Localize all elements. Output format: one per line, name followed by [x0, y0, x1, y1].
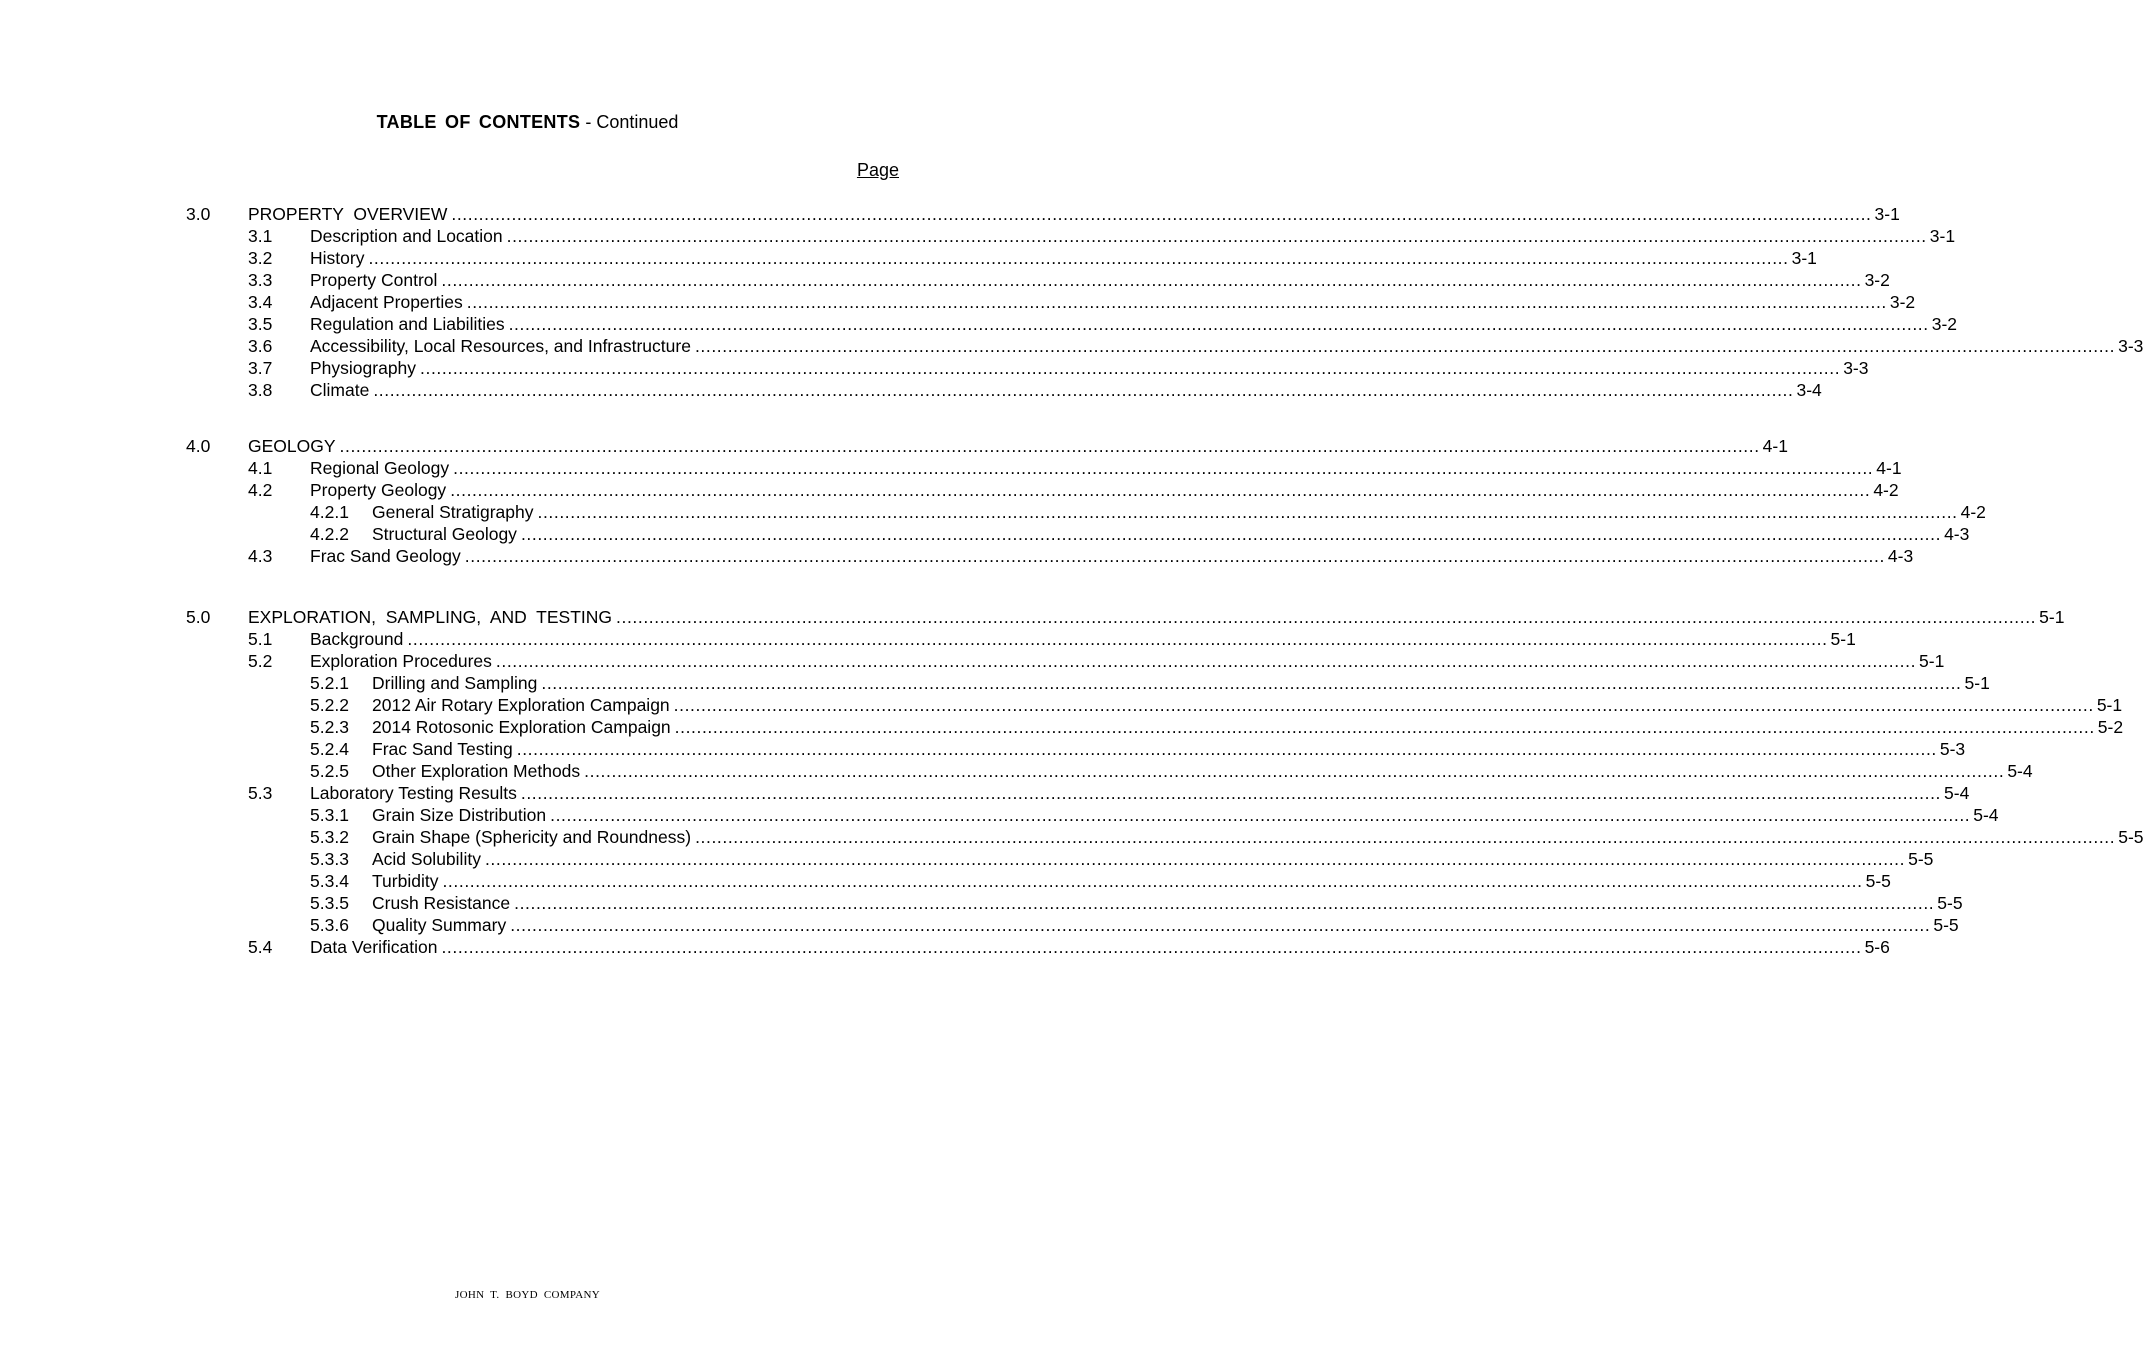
- toc-entry-title: PROPERTY OVERVIEW: [248, 204, 448, 224]
- toc-entry-page: 4-3: [1887, 546, 1914, 566]
- toc-entry-page: 4-1: [1876, 458, 1902, 478]
- toc-entry-number: 3.8: [248, 380, 273, 400]
- dot-leader: ....................................................................................................................................................................................................................................................................: [451, 204, 1872, 224]
- toc-entry-number: 3.5: [248, 314, 273, 334]
- toc-entry-number: 3.3: [248, 270, 273, 290]
- toc-entry: [0, 738, 1966, 760]
- dot-leader: ....................................................................................................................................................................................................................................................................: [616, 607, 2037, 627]
- dot-leader: ....................................................................................................................................................................................................................................................................: [584, 761, 2005, 781]
- toc-entry-title: Property Control: [310, 270, 438, 290]
- toc-entry: [0, 936, 1890, 958]
- toc-entry: [0, 335, 2144, 357]
- footer-company: JOHN T. BOYD COMPANY: [455, 1289, 600, 1301]
- dot-leader: ....................................................................................................................................................................................................................................................................: [541, 673, 1962, 693]
- toc-entry: [0, 826, 2144, 848]
- toc-entry-page: 3-2: [1889, 292, 1916, 312]
- toc-entry-title: Exploration Procedures: [310, 651, 492, 671]
- toc-entry-page: 5-5: [1865, 871, 1891, 891]
- toc-entry-number: 3.2: [248, 248, 273, 268]
- toc-entry-page: 5-1: [1830, 629, 1856, 649]
- toc-entry-page: 5-1: [2039, 607, 2065, 627]
- dot-leader: ....................................................................................................................................................................................................................................................................: [442, 871, 1863, 891]
- toc-entry-number: 5.3.6: [310, 915, 349, 935]
- toc-entry: [0, 501, 1986, 523]
- toc-entry: [0, 435, 1788, 457]
- toc-entry-page: 5-4: [1973, 805, 1999, 825]
- toc-entry-page: 5-2: [2097, 717, 2124, 737]
- toc-entry-title: GEOLOGY: [248, 436, 336, 456]
- toc-entry-number: 5.3.4: [310, 871, 349, 891]
- toc-entry-number: 4.2.2: [310, 524, 349, 544]
- dot-leader: ....................................................................................................................................................................................................................................................................: [407, 629, 1828, 649]
- toc-entry-page: 3-1: [1929, 226, 1956, 246]
- toc-entry-title: 2012 Air Rotary Exploration Campaign: [372, 695, 670, 715]
- toc-entry-title: Physiography: [310, 358, 417, 378]
- toc-entry-title: 2014 Rotosonic Exploration Campaign: [372, 717, 671, 737]
- toc-entry-number: 5.3.2: [310, 827, 349, 847]
- toc-entry-number: 4.2: [248, 480, 273, 500]
- dot-leader: ....................................................................................................................................................................................................................................................................: [495, 651, 1917, 671]
- dot-leader: ....................................................................................................................................................................................................................................................................: [466, 292, 1887, 312]
- toc-entry-number: 5.2.1: [310, 673, 349, 693]
- toc-entry: [0, 804, 1999, 826]
- page-column-header: Page: [856, 160, 899, 180]
- dot-leader: ....................................................................................................................................................................................................................................................................: [453, 458, 1874, 478]
- toc-entry-number: 5.4: [248, 937, 273, 957]
- toc-entry-title: Grain Size Distribution: [372, 805, 547, 825]
- toc-entry-number: 5.2.4: [310, 739, 349, 759]
- toc-entry: [0, 379, 1822, 401]
- dot-leader: ....................................................................................................................................................................................................................................................................: [508, 314, 1929, 334]
- toc-entry-title: Frac Sand Geology: [310, 546, 461, 566]
- toc-entry-page: 3-4: [1796, 380, 1822, 400]
- toc-entry-page: 4-3: [1944, 524, 1970, 544]
- toc-entry-number: 5.2.2: [310, 695, 349, 715]
- dot-leader: ....................................................................................................................................................................................................................................................................: [506, 226, 1927, 246]
- toc-entry-title: Crush Resistance: [372, 893, 511, 913]
- toc-entry-number: 4.3: [248, 546, 273, 566]
- toc-entry-title: Data Verification: [310, 937, 438, 957]
- toc-entry: [0, 291, 1916, 313]
- dot-leader: ....................................................................................................................................................................................................................................................................: [464, 546, 1885, 566]
- toc-entry-page: 4-2: [1873, 480, 1899, 500]
- toc-entry-page: 5-4: [2007, 761, 2033, 781]
- toc-entry-title: Structural Geology: [372, 524, 517, 544]
- toc-entry-number: 5.3.3: [310, 849, 349, 869]
- dot-leader: ....................................................................................................................................................................................................................................................................: [673, 695, 2094, 715]
- dot-leader: ....................................................................................................................................................................................................................................................................: [550, 805, 1971, 825]
- dot-leader: ....................................................................................................................................................................................................................................................................: [441, 937, 1862, 957]
- toc-entry-number: 4.0: [186, 436, 211, 456]
- dot-leader: ....................................................................................................................................................................................................................................................................: [441, 270, 1862, 290]
- toc-entry-title: Regulation and Liabilities: [310, 314, 505, 334]
- dot-leader: ....................................................................................................................................................................................................................................................................: [339, 436, 1760, 456]
- toc-entry-page: 5-5: [1908, 849, 1934, 869]
- dot-leader: ....................................................................................................................................................................................................................................................................: [420, 358, 1841, 378]
- dot-leader: ....................................................................................................................................................................................................................................................................: [510, 915, 1931, 935]
- toc-entry-title: Regional Geology: [310, 458, 450, 478]
- toc-entry: [0, 650, 1945, 672]
- toc-entry: [0, 628, 1856, 650]
- toc-entry: [0, 870, 1891, 892]
- title-main: TABLE OF CONTENTS: [376, 112, 581, 132]
- toc-entry-page: 5-6: [1864, 937, 1890, 957]
- toc-entry-title: Frac Sand Testing: [372, 739, 513, 759]
- dot-leader: ....................................................................................................................................................................................................................................................................: [484, 849, 1906, 869]
- toc-entry-title: Background: [310, 629, 404, 649]
- toc-entry: [0, 545, 1914, 567]
- toc-entry: [0, 760, 2033, 782]
- toc-entry-number: 5.3.1: [310, 805, 349, 825]
- toc-entry-page: 5-5: [1937, 893, 1963, 913]
- dot-leader: ....................................................................................................................................................................................................................................................................: [694, 336, 2116, 356]
- dot-leader: ....................................................................................................................................................................................................................................................................: [368, 248, 1789, 268]
- toc-entry-number: 5.3.5: [310, 893, 349, 913]
- toc-entry-title: Grain Shape (Sphericity and Roundness): [372, 827, 692, 847]
- toc-entry: [0, 247, 1817, 269]
- toc-entry: [0, 782, 1970, 804]
- toc-entry-number: 4.2.1: [310, 502, 349, 522]
- dot-leader: ....................................................................................................................................................................................................................................................................: [695, 827, 2116, 847]
- toc-entry-title: History: [310, 248, 365, 268]
- toc-entry: [0, 523, 1970, 545]
- toc-entry: [0, 269, 1890, 291]
- dot-leader: ....................................................................................................................................................................................................................................................................: [520, 783, 1942, 803]
- title-suffix: - Continued: [585, 112, 679, 132]
- toc-entry-page: 4-1: [1762, 436, 1788, 456]
- toc-entry-page: 5-1: [1919, 651, 1945, 671]
- toc-entry-page: 5-4: [1944, 783, 1970, 803]
- toc-entry-title: EXPLORATION, SAMPLING, AND TESTING: [248, 607, 613, 627]
- toc-entry-title: Property Geology: [310, 480, 447, 500]
- toc-entry-title: Accessibility, Local Resources, and Infrastructure: [310, 336, 691, 356]
- toc-entry-number: 5.0: [186, 607, 211, 627]
- toc-entry: [0, 694, 2123, 716]
- toc-entry-title: General Stratigraphy: [372, 502, 534, 522]
- toc-entry-number: 4.1: [248, 458, 273, 478]
- page-title: [0, 112, 1055, 133]
- toc-entry: [0, 716, 2124, 738]
- toc-entry-title: Turbidity: [372, 871, 439, 891]
- toc-entry-number: 3.4: [248, 292, 273, 312]
- toc-entry-page: 3-1: [1791, 248, 1817, 268]
- toc-entry-title: Other Exploration Methods: [372, 761, 581, 781]
- toc-entry: [0, 606, 2065, 628]
- toc-entry-page: 3-1: [1874, 204, 1900, 224]
- toc-entry-title: Description and Location: [310, 226, 503, 246]
- toc-entry: [0, 357, 1869, 379]
- dot-leader: ....................................................................................................................................................................................................................................................................: [520, 524, 1942, 544]
- toc-entry-title: Acid Solubility: [372, 849, 481, 869]
- toc-entry: [0, 479, 1899, 501]
- toc-entry-number: 3.6: [248, 336, 273, 356]
- toc-entry: [0, 203, 1900, 225]
- toc-entry-title: Adjacent Properties: [310, 292, 463, 312]
- toc-entry: [0, 313, 1958, 335]
- toc-entry-page: 5-1: [1964, 673, 1990, 693]
- toc-entry: [0, 457, 1902, 479]
- toc-entry-title: Quality Summary: [372, 915, 507, 935]
- toc-entry-number: 3.7: [248, 358, 273, 378]
- toc-entry-page: 3-2: [1864, 270, 1890, 290]
- toc-entry: [0, 672, 1990, 694]
- toc-entry-number: 5.2: [248, 651, 273, 671]
- dot-leader: ....................................................................................................................................................................................................................................................................: [450, 480, 1871, 500]
- toc-entry-number: 5.2.3: [310, 717, 349, 737]
- toc-entry: [0, 225, 1956, 247]
- toc-entry-number: 5.1: [248, 629, 273, 649]
- toc-entry-title: Laboratory Testing Results: [310, 783, 517, 803]
- dot-leader: ....................................................................................................................................................................................................................................................................: [674, 717, 2095, 737]
- toc-entry-page: 5-3: [1939, 739, 1966, 759]
- toc-entry-number: 3.1: [248, 226, 273, 246]
- dot-leader: ....................................................................................................................................................................................................................................................................: [516, 739, 1937, 759]
- toc-entry-page: 5-5: [1933, 915, 1959, 935]
- toc-entry: [0, 848, 1934, 870]
- toc-entry-number: 5.2.5: [310, 761, 349, 781]
- toc-entry-page: 3-3: [2118, 336, 2144, 356]
- toc-entry-page: 5-1: [2096, 695, 2123, 715]
- toc-entry-page: 3-2: [1931, 314, 1958, 334]
- toc-entry-title: Drilling and Sampling: [372, 673, 538, 693]
- toc-entry-number: 5.3: [248, 783, 273, 803]
- toc-entry-number: 3.0: [186, 204, 211, 224]
- toc-entry-page: 4-2: [1960, 502, 1986, 522]
- toc-entry: [0, 892, 1963, 914]
- dot-leader: ....................................................................................................................................................................................................................................................................: [514, 893, 1935, 913]
- dot-leader: ....................................................................................................................................................................................................................................................................: [373, 380, 1794, 400]
- toc-entry-title: Climate: [310, 380, 370, 400]
- toc-entry: [0, 914, 1959, 936]
- toc-entry-page: 5-5: [2118, 827, 2144, 847]
- dot-leader: ....................................................................................................................................................................................................................................................................: [537, 502, 1958, 522]
- toc-entry-page: 3-3: [1843, 358, 1869, 378]
